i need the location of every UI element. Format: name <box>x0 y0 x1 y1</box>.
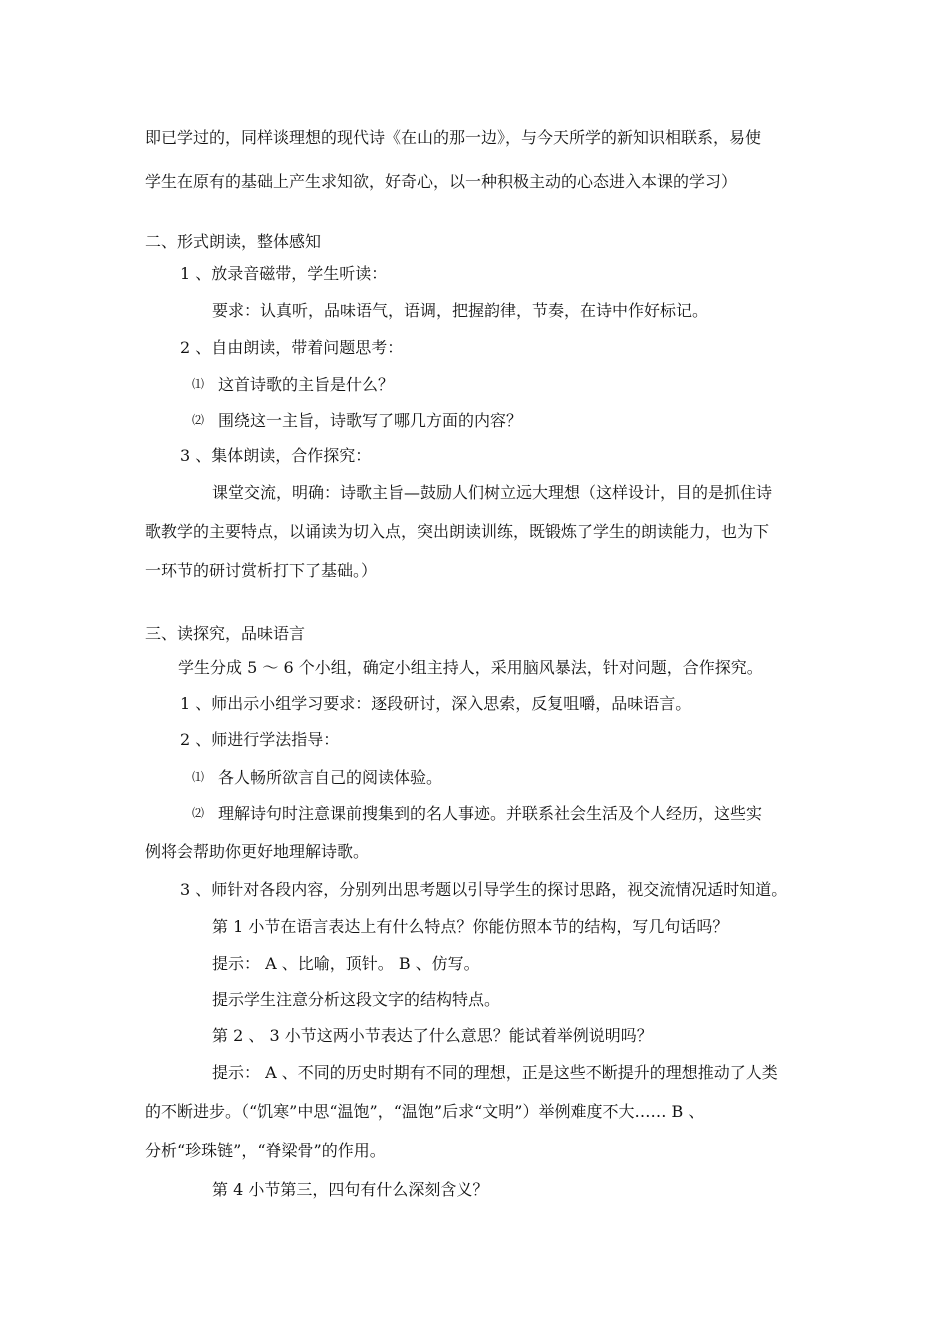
item-text: 各人畅所欲言自己的阅读体验。 <box>218 768 443 787</box>
text-line: 第 1 小节在语言表达上有什么特点？你能仿照本节的结构，写几句话吗？ <box>212 917 729 936</box>
text-line: 要求：认真听，品味语气，语调，把握韵律，节奏，在诗中作好标记。 <box>212 301 709 320</box>
item-marker: ⑴ <box>192 770 205 784</box>
text-line: 课堂交流，明确：诗歌主旨—鼓励人们树立远大理想（这样设计，目的是抓住诗 <box>212 483 773 502</box>
text-line: 一环节的研讨赏析打下了基础。） <box>145 561 378 580</box>
item-marker: ⑵ <box>192 413 205 427</box>
text-line: 第 2 、 3 小节这两小节表达了什么意思？能试着举例说明吗？ <box>212 1026 653 1045</box>
numbered-item <box>192 767 442 788</box>
text-line: 提示： A 、不同的历史时期有不同的理想，正是这些不断提升的理想推动了人类 <box>212 1063 778 1082</box>
item-marker: ⑵ <box>192 806 205 820</box>
text-line: 第 4 小节第三，四句有什么深刻含义？ <box>212 1180 489 1199</box>
text-line: 3 、师针对各段内容，分别列出思考题以引导学生的探讨思路，视交流情况适时知道。 <box>180 880 788 899</box>
text-line: 2 、自由朗读，带着问题思考： <box>180 338 404 357</box>
text-line: 歌教学的主要特点，以诵读为切入点，突出朗读训练，既锻炼了学生的朗读能力，也为下 <box>145 522 770 541</box>
numbered-item <box>192 803 762 824</box>
item-marker: ⑴ <box>192 377 205 391</box>
section-heading: 二、形式朗读，整体感知 <box>145 232 322 251</box>
text-line: 1 、师出示小组学习要求：逐段研讨，深入思索，反复咀嚼，品味语言。 <box>180 694 692 713</box>
text-line: 例将会帮助你更好地理解诗歌。 <box>145 842 370 861</box>
text-line: 的不断进步。（“饥寒”中思“温饱”，“温饱”后求“文明”）举例难度不大…… B 、 <box>145 1102 705 1121</box>
section-heading: 三、读探究，品味语言 <box>145 624 306 643</box>
text-line: 1 、放录音磁带，学生听读： <box>180 264 388 283</box>
numbered-item <box>192 374 394 395</box>
text-line: 学生分成 5 ～ 6 个小组，确定小组主持人，采用脑风暴法，针对问题，合作探究。 <box>178 658 763 677</box>
text-line: 提示： A 、比喻，顶针。 B 、仿写。 <box>212 954 480 973</box>
text-line: 分析“珍珠链”，“脊梁骨”的作用。 <box>145 1141 386 1160</box>
item-text: 这首诗歌的主旨是什么？ <box>218 375 395 394</box>
text-line: 3 、集体朗读，合作探究： <box>180 446 372 465</box>
text-line: 即已学过的，同样谈理想的现代诗《在山的那一边》，与今天所学的新知识相联系，易使 <box>145 128 762 147</box>
text-line: 2 、师进行学法指导： <box>180 730 340 749</box>
item-text: 理解诗句时注意课前搜集到的名人事迹。并联系社会生活及个人经历，这些实 <box>218 804 763 823</box>
text-line: 提示学生注意分析这段文字的结构特点。 <box>212 990 501 1009</box>
item-text: 围绕这一主旨，诗歌写了哪几方面的内容？ <box>218 411 523 430</box>
text-line: 学生在原有的基础上产生求知欲，好奇心，以一种积极主动的心态进入本课的学习） <box>145 172 738 191</box>
numbered-item <box>192 410 522 431</box>
